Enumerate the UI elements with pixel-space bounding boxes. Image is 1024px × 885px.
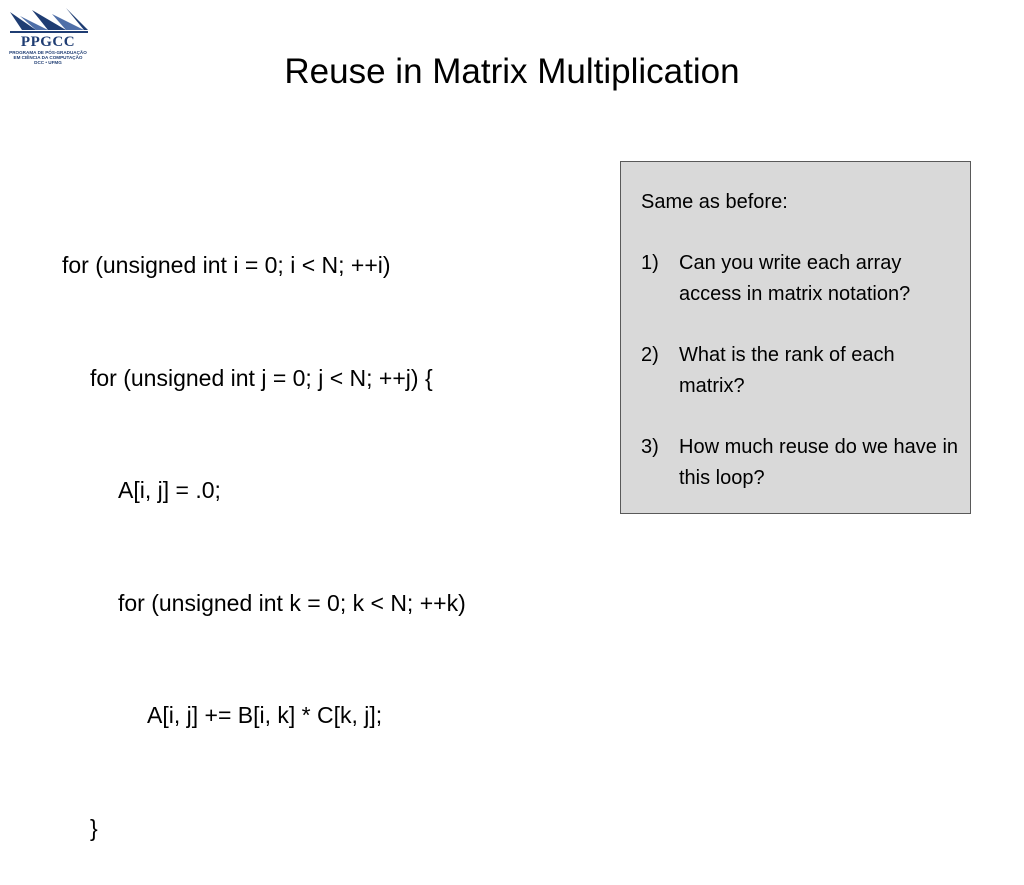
logo-subtitle-line: DCC • UFMG [34, 60, 62, 65]
question-text: How much reuse do we have in this loop? [679, 436, 959, 489]
questions-box [620, 161, 971, 514]
question-number: 1) [641, 252, 659, 274]
questions-intro: Same as before: [641, 191, 788, 213]
logo-subtitle-line: EM CIÊNCIA DA COMPUTAÇÃO [13, 55, 83, 60]
code-line: } [90, 814, 98, 841]
logo-subtitle-line: PROGRAMA DE PÓS-GRADUAÇÃO [9, 50, 87, 55]
slide-title: Reuse in Matrix Multiplication [284, 52, 740, 91]
question-text: Can you write each array access in matrix notation? [679, 252, 911, 305]
logo-title: PPGCC [20, 34, 76, 50]
code-block [62, 172, 466, 885]
code-line: A[i, j] = .0; [118, 477, 221, 503]
question-text: What is the rank of each matrix? [679, 344, 895, 397]
question-number: 3) [641, 436, 659, 458]
code-line: A[i, j] += B[i, k] * C[k, j]; [147, 702, 383, 728]
code-line: for (unsigned int j = 0; j < N; ++j) { [90, 364, 433, 391]
question-number: 2) [641, 344, 659, 366]
code-line: for (unsigned int k = 0; k < N; ++k) [118, 589, 466, 616]
code-line: for (unsigned int i = 0; i < N; ++i) [62, 252, 391, 278]
